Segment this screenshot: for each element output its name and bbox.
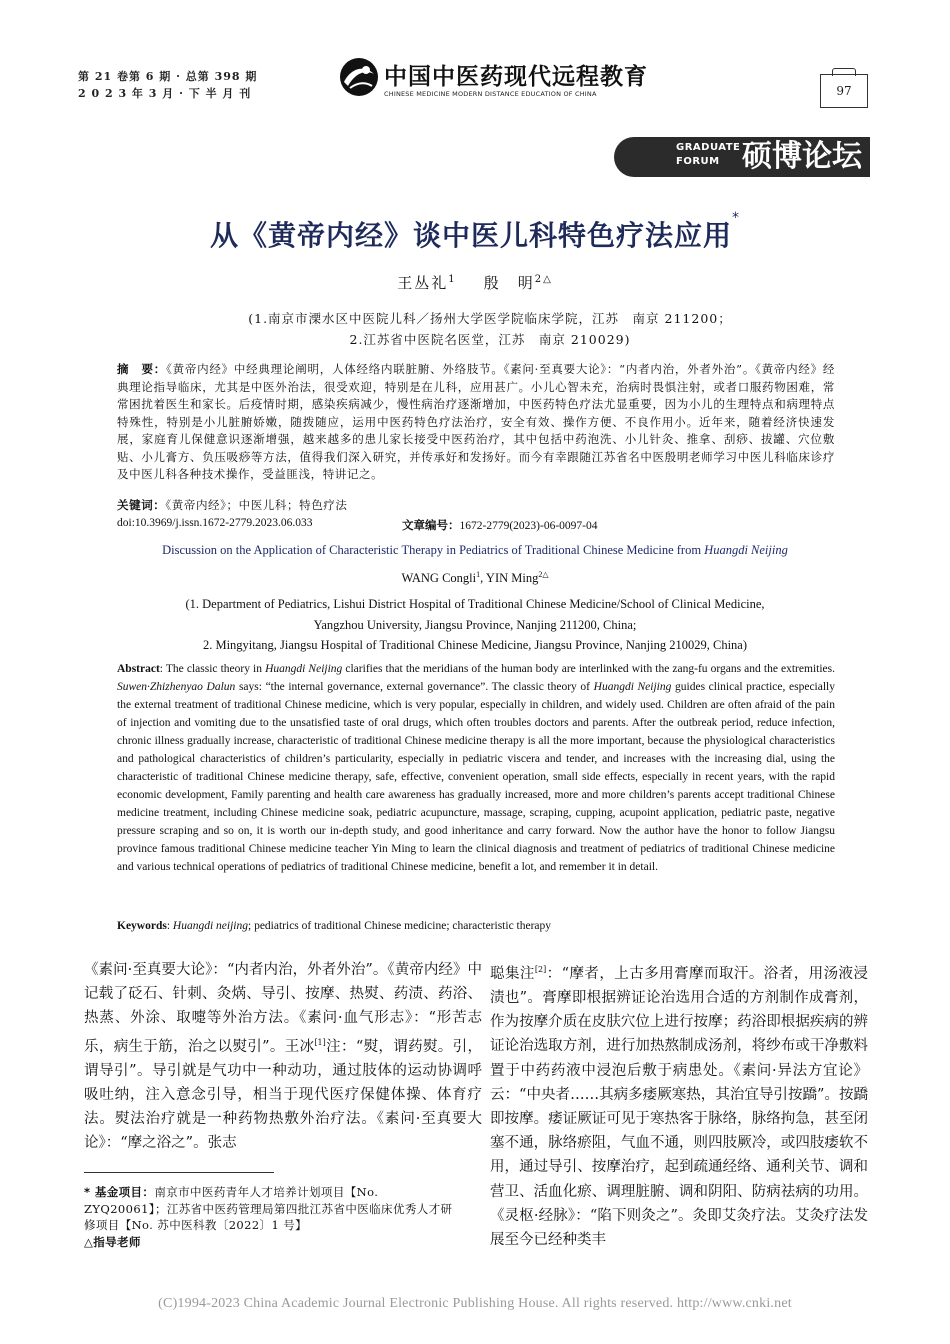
abstract-en-p4: guides clinical practice, especially the external treatment of traditional Chinese medicine, which is very popular, especially in children, and widely used. Children are often afraid of the pain of injection and vomiting due to the unsatisfied taste of oral drugs, which often troubles doctors and parents. After the outbreak period, reduce infection, chronic illness gradually increase, characteristic of traditional Chinese medicine therapy is all the more important, because the physiological characteristics and pathological characteristics of children’s particularity, especially in pediatric viscera and tender, and increases with the increasing dial, using the characteristic of traditional Chinese medicine therapy, safe, effective, convenient operation, small side effects, especially in recent years, with the rapid economic development, Family parenting and health care awareness has gradually increased, more and more children’s parents accept traditional Chinese medicine treatment, including Chinese medicine soak, pediatric acupuncture, massage, scraping, cupping, acupoint application, pediatric paste, negative pressure scraping and so on, it is worth our in-depth study, and good inheritance and carry forward. Now the author have the honor to follow Jiangsu province famous traditional Chinese medicine teacher Yin Ming to learn the clinical diagnosis and treatment of pediatrics of traditional Chinese medicine and various technical operations of pediatrics of traditional Chinese medicine, benefit a lot, and remember it in detail. [117,681,835,873]
journal-title-cn: 中国中医药现代远程教育 [384,64,648,90]
section-label-en-2: FORUM [676,156,720,167]
title-en-italic: Huangdi Neijing [704,543,788,557]
author-1-sup: 1 [448,274,457,285]
issue-line-1: 第 21 卷第 6 期 · 总第 398 期 [78,70,258,83]
doi: doi:10.3969/j.issn.1672-2779.2023.06.033 [117,517,313,529]
footnote-divider [84,1172,274,1173]
abstract-en-label: Abstract [117,663,160,675]
abstract-cn-label: 摘 要： [117,362,167,376]
section-banner [614,137,870,177]
author-2-cn: 殷 明 [483,274,535,292]
abstract-cn [117,361,835,484]
mentor-note [84,1234,464,1251]
keywords-cn-label: 关键词： [117,498,166,512]
affiliations-cn [190,308,790,350]
section-label-cn: 硕博论坛 [742,139,862,174]
journal-logo [338,56,648,106]
author-1-en-sup: 1 [476,570,481,579]
body-column-left [84,958,482,1155]
title-en-text: Discussion on the Application of Characteristic Therapy in Pediatrics of Traditional Chinese Medicine from [162,543,702,557]
abstract-en-i1: Huangdi Neijing [265,663,343,675]
fund-note [84,1184,464,1234]
page-number: 97 [820,74,868,108]
article-number-value: 1672-2779(2023)-06-0097-04 [459,520,598,532]
abstract-en-i2: Suwen·Zhizhenyao Dalun [117,681,236,693]
keywords-en-italic: Huangdi neijing [172,920,248,932]
author-2-sup: 2△ [534,274,553,285]
abstract-cn-text: 《黄帝内经》中经典理论阐明，人体经络内联脏腑、外络肢节。《素问·至真要大论》：“内者内治，外者外治”。《黄帝内经》经典理论指导临床，尤其是中医外治法，很受欢迎，特别是在儿科，应用甚广。小儿心智未充，治病时畏惧注射，或者口服药物困难，常常困扰着医生和家长。后疫情时期，感染疾病减少，慢性病治疗逐渐增加，中医药特色疗法尤显重要，因为小儿的生理特点和病理特点特殊性，特别是小儿脏腑娇嫩，随拨随应，运用中医药特色疗法治疗，安全有效、操作方便、不良作用小。近年来，随着经济快速发展，家庭育儿保健意识逐渐增强，越来越多的患儿家长接受中医药治疗，其中包括中药泡洗、小儿针灸、推拿、刮痧、拔罐、穴位敷贴、小儿膏方、负压吸痧等方法，值得我们深入研究，并传承好和发扬好。而今有幸跟随江苏省名中医殷明老师学习中医儿科临床诊疗及中医儿科各种技术操作，受益匪浅，特讲记之。 [117,362,835,481]
body-column-right [490,958,868,1252]
abstract-en [117,660,835,876]
doi-line [117,517,835,532]
fund-label: * 基金项目： [84,1185,155,1199]
title-en [0,543,950,558]
title-footnote-mark: * [732,210,740,226]
author-1-en: WANG Congli [401,571,477,586]
keywords-cn-text: 《黄帝内经》；中医儿科；特色疗法 [165,498,348,512]
body-right-text-1: 聪集注 [490,965,535,982]
affiliation-en-2: Yangzhou University, Jiangsu Province, Nanjing 211200, China; [313,617,637,632]
issue-line-2: 2 0 2 3 年 3 月 · 下 半 月 刊 [78,87,252,100]
abstract-en-p1: : The classic theory in [159,663,266,675]
fund-text: 南京市中医药青年人才培养计划项目【No. ZYQ20061】；江苏省中医药管理局第四批江苏省中医临床优秀人才研修项目【No. 苏中医科教〔2022〕1 号】 [84,1185,453,1232]
article-title [0,210,950,254]
keywords-en: Keywords: Huangdi neijing; pediatrics of traditional Chinese medicine; characteristic therapy [117,920,552,932]
author-2-en-sup: 2△ [538,570,549,579]
section-label-en-1: GRADUATE [676,142,741,153]
author-2-en: YIN Ming [485,571,539,586]
authors-en-sep: , [480,571,486,586]
abstract-en-i3: Huangdi Neijing [593,681,672,693]
citation-2: [2] [534,965,547,974]
abstract-en-p2: clarifies that the meridians of the human body are interlinked with the zang-fu organs and the extremities. [342,663,835,675]
footnote [84,1184,464,1250]
abstract-en-p3: says: “the internal governance, external governance”. The classic theory of [235,681,594,693]
journal-emblem-icon [338,56,380,98]
authors-en [0,570,950,586]
article-title-text: 从《黄帝内经》谈中医儿科特色疗法应用 [209,219,732,252]
body-right-text-2: ：“摩者，上古多用膏摩而取汗。浴者，用汤液浸渍也”。膏摩即根据辨证论治选用合适的方剂制作成膏剂，作为按摩介质在皮肤穴位上进行按摩；药浴即根据疾病的辨证论治选取方剂，进行加热熬制成汤剂，将纱布或干净敷料置于中药药液中浸泡后敷于病患处。《素问·异法方宜论》云：“中央者……其病多痿厥寒热，其治宜导引按蹻”。按蹻即按摩。痿证厥证可见于寒热客于脉络，脉络拘急，甚至闭塞不通，脉络瘀阻，气血不通，则四肢厥冷，或四肢痿软不用，通过导引、按摩治疗，起到疏通经络、通利关节、调和营卫、活血化瘀、调理脏腑、调和阴阳、防病祛病的功用。《灵枢·经脉》：“陷下则灸之”。灸即艾灸疗法。艾灸疗法发展至今已经种类丰 [490,965,869,1249]
keywords-en-rest: ; pediatrics of traditional Chinese medicine; characteristic therapy [248,920,552,932]
affiliation-en-1: (1. Department of Pediatrics, Lishui District Hospital of Traditional Chinese Medicine/School of Clinical Medicine, [185,597,765,611]
keywords-cn [117,497,348,513]
affiliation-en-3: 2. Mingyitang, Jiangsu Hospital of Traditional Chinese Medicine, Jiangsu Province, Nanjing 210029, China) [202,638,748,652]
body-paragraph [490,958,868,1252]
affiliation-cn-1: (1.南京市溧水区中医院儿科／扬州大学医学院临床学院，江苏 南京 211200； [248,311,732,326]
mentor-label: △指导老师 [84,1234,141,1249]
body-left-text-1: 《素问·至真要大论》：“内者内治，外者外治”。《黄帝内经》中记载了砭石、针刺、灸焫、导引、按摩、热熨、药渍、药浴、热蒸、外涂、取嚏等外治方法。《素问·血气形志》：“形苦志乐，病生于筋，治之以熨引”。王冰 [84,962,482,1055]
copyright-watermark: (C)1994-2023 China Academic Journal Electronic Publishing House. All rights reserved. http://www.cnki.net [158,1296,792,1311]
affiliations-en [100,594,850,656]
article-number [402,517,597,533]
journal-title-en: CHINESE MEDICINE MODERN DISTANCE EDUCATION OF CHINA [384,90,597,98]
authors-cn [0,272,950,293]
keywords-en-label: Keywords [117,920,167,932]
affiliation-cn-2: 2.江苏省中医院名医堂，江苏 南京 210029) [349,332,631,347]
article-number-label: 文章编号： [402,518,460,532]
body-left-text-2: 注：“熨，谓药熨。引，谓导引”。导引就是气功中一种动功，通过肢体的运动协调呼吸吐纳，注入意念引导，相当于现代医疗保健体操、体育疗法。熨法治疗就是一种药物热敷外治疗法。《素问·至真要大论》：“摩之浴之”。张志 [84,1038,482,1152]
body-paragraph [84,958,482,1155]
citation-1: [1] [314,1037,326,1047]
section-label-en [676,141,740,169]
issue-info [78,68,257,102]
author-1-cn: 王丛礼 [397,274,449,292]
